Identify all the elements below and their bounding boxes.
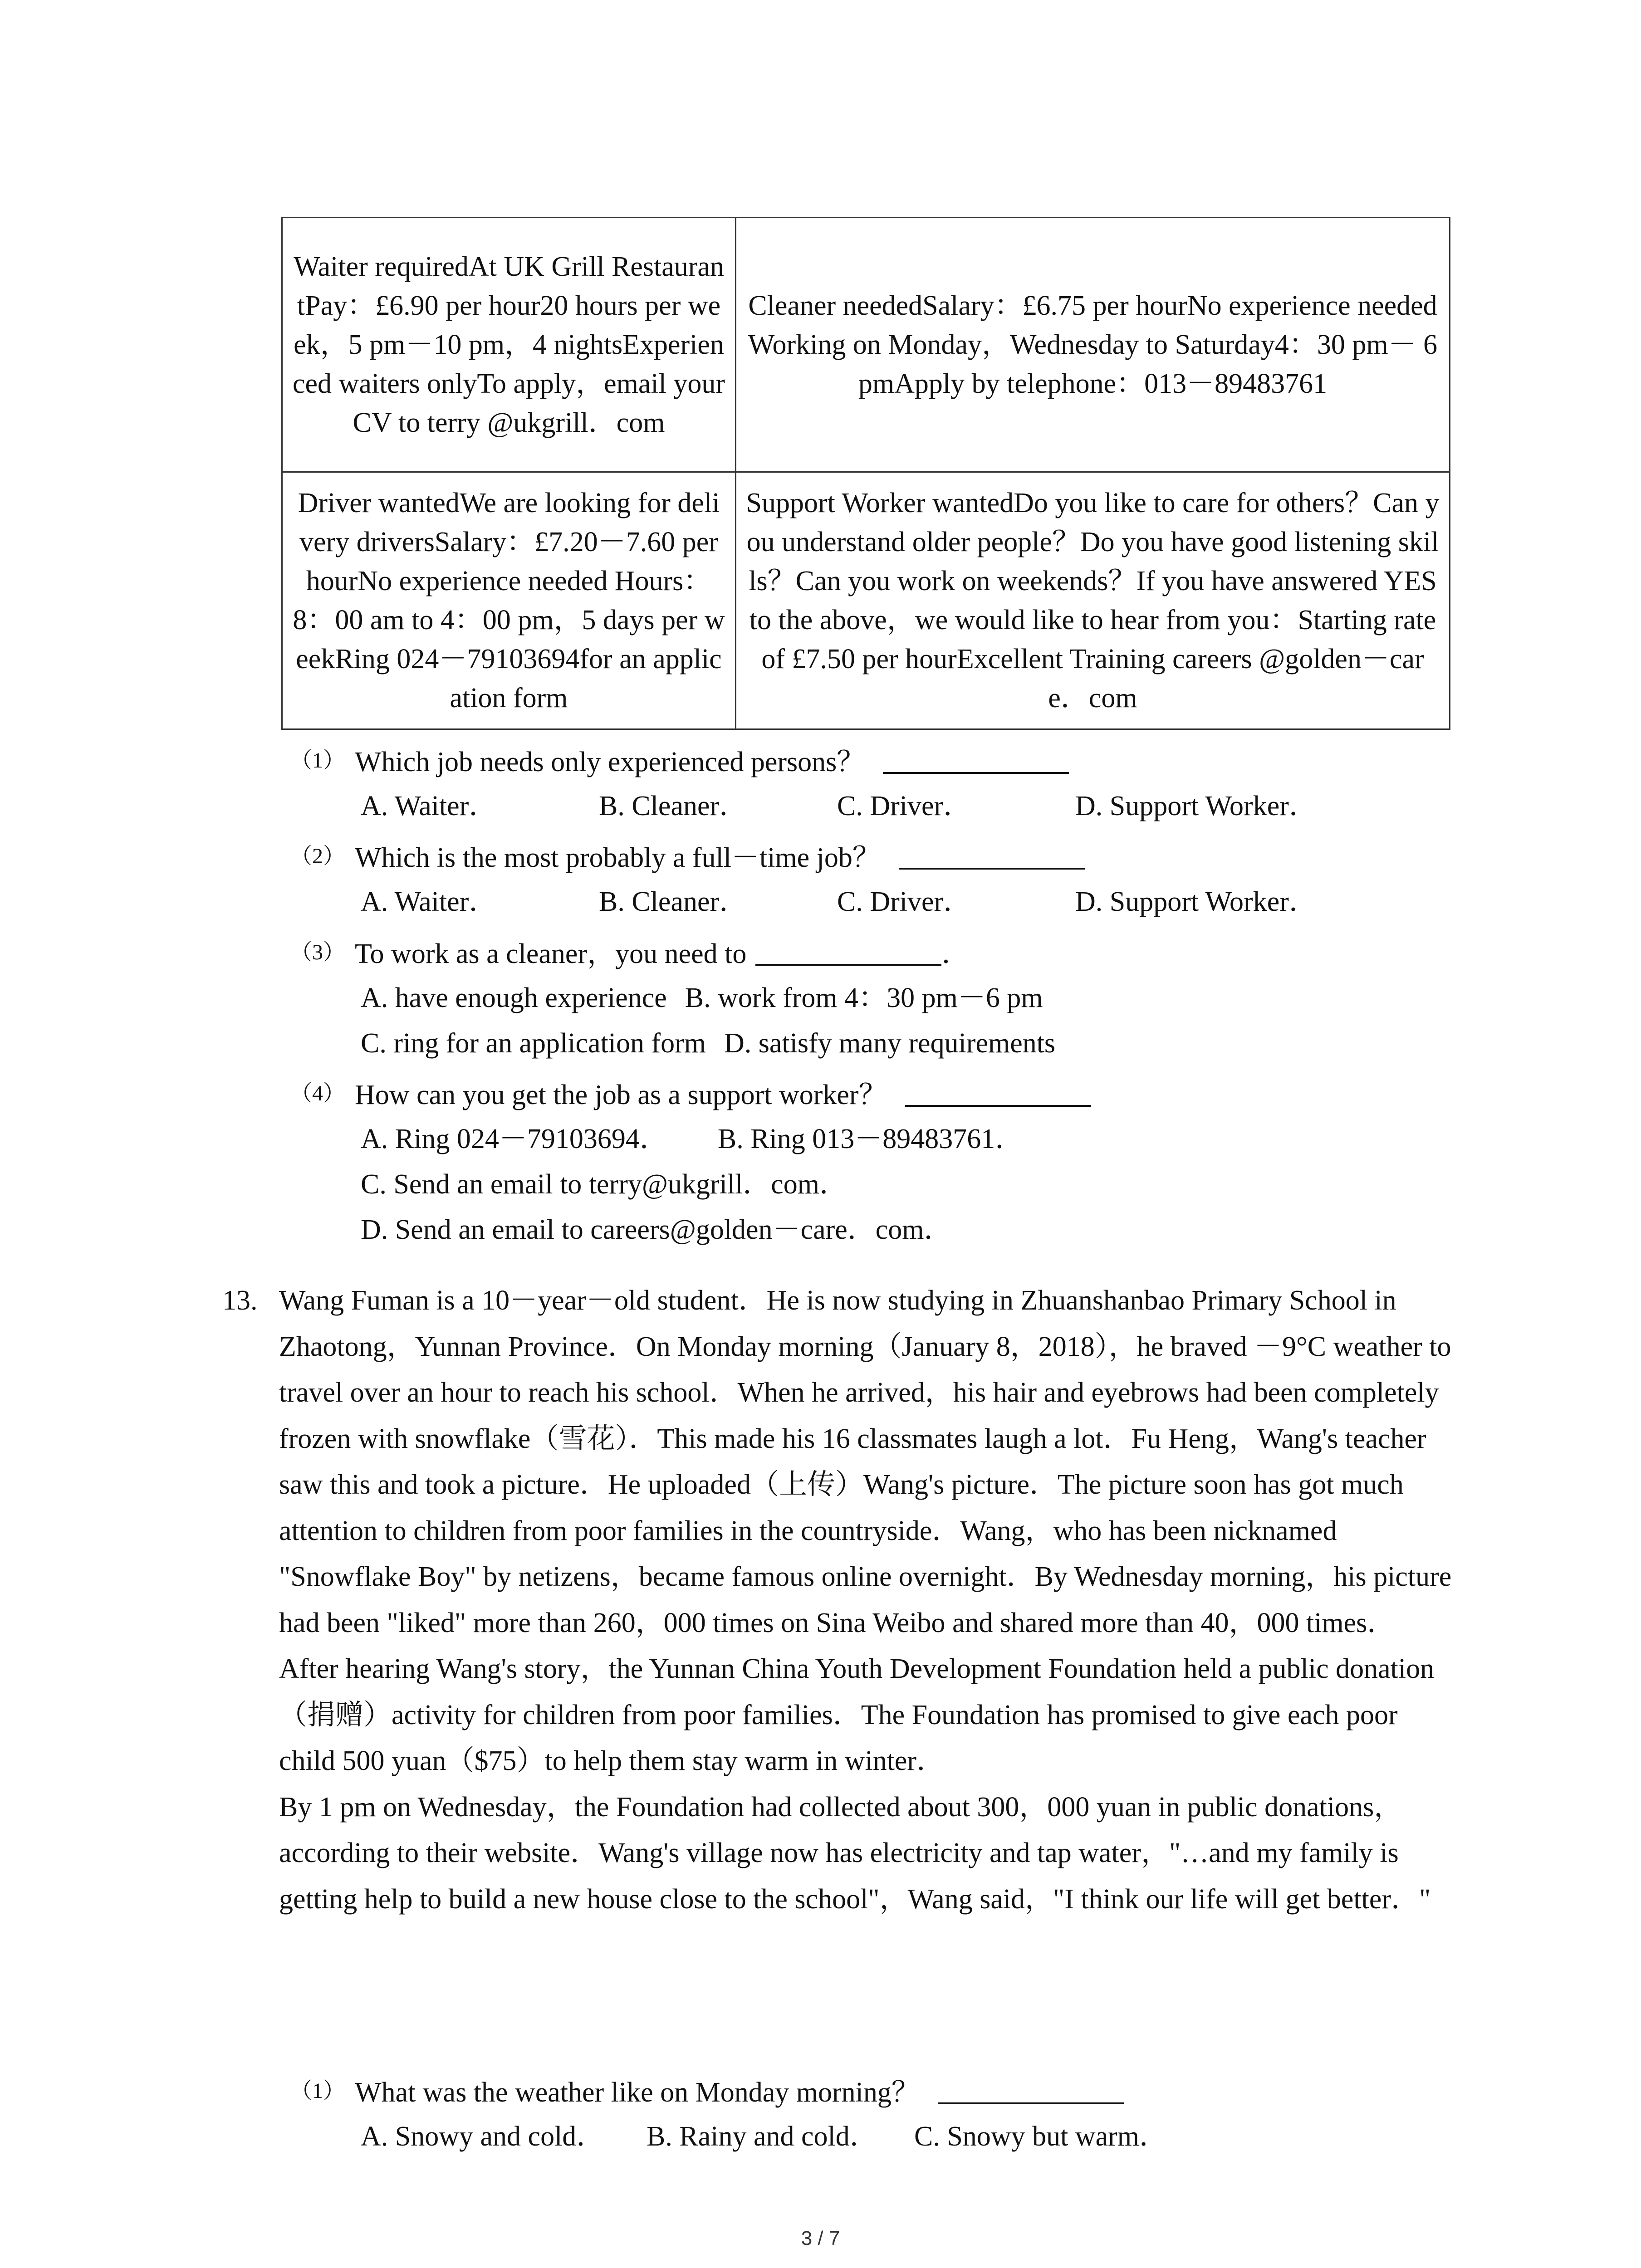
option-d[interactable]: D. Support Worker． [1075,791,1317,821]
option-b[interactable]: B. Rainy and cold． [647,2121,878,2152]
question-12-1: （1） Which job needs only experienced persons？ [290,738,1069,785]
option-c[interactable]: C. Driver． [837,791,972,821]
answer-blank[interactable] [938,2075,1124,2104]
question-13-1: （1） What was the weather like on Monday morning？ [290,2068,1124,2115]
answer-blank[interactable] [899,841,1085,870]
question-text: Which is the most probably a full－time job？ [355,842,881,873]
option-c[interactable]: C. Driver． [837,886,972,917]
ad-waiter: Waiter requiredAt UK Grill RestaurantPay：£6.90 per hour20 hours per week，5 pm－10 pm，4 nightsExperienced waiters onlyTo apply，email your CV to terry @ukgrill．com [282,218,736,472]
options-12-3-row2 [361,1021,1055,1066]
options-13-1 [361,2114,1167,2159]
ad-driver: Driver wantedWe are looking for delivery driversSalary：£7.20－7.60 per hourNo experience needed Hours：8：00 am to 4：00 pm，5 days per weekRing 024－79103694for an application form [282,472,736,729]
options-12-4-row1 [361,1116,1023,1162]
options-12-3-row1 [361,975,1043,1021]
question-text: Which job needs only experienced persons？ [355,747,865,777]
options-12-4-row3 [361,1207,952,1252]
option-d[interactable]: D. Support Worker． [1075,886,1317,917]
ad-cleaner: Cleaner neededSalary：£6.75 per hourNo experience neededWorking on Monday，Wednesday to Saturday4：30 pm－ 6 pmApply by telephone：013－89483761 [736,218,1450,472]
option-b[interactable]: B. work from 4：30 pm－6 pm [685,982,1043,1013]
question-text: How can you get the job as a support worker？ [355,1080,887,1110]
job-ads-table [281,217,1450,730]
option-b[interactable]: B. Ring 013－89483761． [717,1124,1024,1154]
ad-support-worker: Support Worker wantedDo you like to care for others？Can you understand older people？Do you have good listening skills？Can you work on weekends？If you have answered YES to the above，we would like to hear from you：Starting rate of £7.50 per hourExcellent Training careers @golden－care．com [736,472,1450,729]
passage-13 [279,1278,1459,1922]
options-12-1 [361,783,1317,829]
option-d[interactable]: D. satisfy many requirements [724,1028,1056,1059]
question-12-2: （2） Which is the most probably a full－time job？ [290,834,1085,880]
option-b[interactable]: B. Cleaner． [599,886,748,917]
option-b[interactable]: B. Cleaner． [599,791,748,821]
ads-row-1 [282,218,1450,472]
answer-blank[interactable] [905,1078,1091,1107]
passage-paragraph-2: After hearing Wang's story，the Yunnan China Youth Development Foundation held a public donation（捐赠）activity for children from poor families．The Foundation has promised to give each poor child 500 yuan（$75）to help them stay warm in winter． [279,1653,1435,1776]
options-12-4-row2 [361,1162,847,1207]
passage-paragraph-1: Wang Fuman is a 10－year－old student．He is now studying in Zhuanshanbao Primary School in Zhaotong，Yunnan Province．On Monday morning（January 8，2018），he braved －9°C weather to travel over an hour to reach his school．When he arrived，his hair and eyebrows had been completely frozen with snowflake（雪花）．This made his 16 classmates laugh a lot．Fu Heng，Wang's teacher saw this and took a picture．He uploaded（上传）Wang's picture．The picture soon has got much attention to children from poor families in the countryside．Wang，who has been nicknamed "Snowflake Boy" by netizens，became famous online overnight．By Wednesday morning，his picture had been "liked" more than 260，000 times on Sina Weibo and shared more than 40，000 times． [279,1285,1452,1638]
question-number-13: 13. [222,1285,258,1316]
option-a[interactable]: A. Waiter． [361,791,497,821]
question-12-3: （3） To work as a cleaner，you need to ． [290,930,970,977]
answer-blank[interactable] [755,937,941,966]
option-a[interactable]: A. have enough experience [361,982,667,1013]
ads-row-2 [282,472,1450,729]
answer-blank[interactable] [883,745,1069,774]
option-c[interactable]: C. Snowy but warm． [914,2121,1167,2152]
passage-paragraph-3: By 1 pm on Wednesday，the Foundation had collected about 300，000 yuan in public donations，according to their website．Wang's village now has electricity and tap water，"…and my family is getting help to build a new house close to the school"，Wang said，"I think our life will get better．" [279,1791,1431,1915]
question-text: What was the weather like on Monday morning？ [355,2077,920,2108]
options-12-2 [361,879,1317,924]
question-text: To work as a cleaner，you need to [355,938,747,969]
option-a[interactable]: A. Snowy and cold． [361,2121,605,2152]
option-c[interactable]: C. Send an email to terry@ukgrill．com． [361,1169,848,1200]
page-number: 3 / 7 [801,2227,840,2249]
question-12-4: （4） How can you get the job as a support worker？ [290,1071,1091,1118]
option-d[interactable]: D. Send an email to careers@golden－care．com． [361,1214,952,1245]
option-c[interactable]: C. ring for an application form [361,1028,706,1059]
option-a[interactable]: A. Waiter． [361,886,497,917]
option-a[interactable]: A. Ring 024－79103694． [361,1124,668,1154]
